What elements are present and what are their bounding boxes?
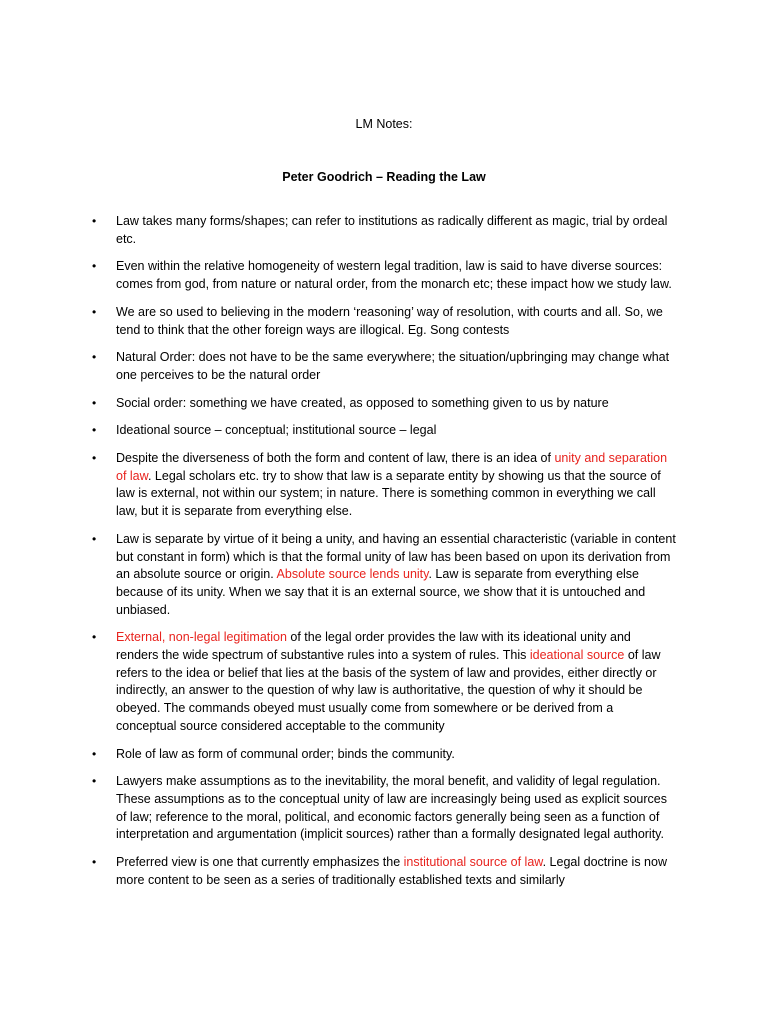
bullet-text: Preferred view is one that currently emphasizes the xyxy=(116,855,404,870)
notes-label: LM Notes: xyxy=(355,117,413,131)
bullet-dot-icon: • xyxy=(92,350,97,365)
bullet-item xyxy=(0,629,768,735)
bullet-text: . Legal scholars etc. try to show that law is a separate entity by showing us that the source of law is external, not within our system; in nature. There is something common in everything we call law, but it is separate from everything else. xyxy=(116,468,661,519)
bullet-item xyxy=(0,746,768,764)
bullet-text: Even within the relative homogeneity of western legal tradition, law is said to have diverse sources: comes from god, from nature or natural order, from the monarch etc; these impact how we study law. xyxy=(116,259,672,292)
bullet-item xyxy=(0,422,768,440)
bullet-item xyxy=(0,854,768,889)
bullet-item xyxy=(0,304,768,339)
bullet-text: Law is separate by virtue of it being a unity, and having an essential characteristic (variable in content but constant in form) which is that the formal unity of law has been based on upon its derivation from an absolute source or origin. xyxy=(116,531,676,582)
bullet-dot-icon: • xyxy=(92,630,97,645)
bullet-dot-icon: • xyxy=(92,423,97,438)
bullet-dot-icon: • xyxy=(92,774,97,789)
bullet-item xyxy=(0,213,768,248)
bullet-item xyxy=(0,773,768,844)
bullet-dot-icon: • xyxy=(92,855,97,870)
highlighted-text: institutional source of law xyxy=(403,855,543,870)
highlighted-text: ideational source xyxy=(529,648,625,663)
bullet-text: Role of law as form of communal order; binds the community. xyxy=(116,746,455,761)
bullet-text: Natural Order: does not have to be the same everywhere; the situation/upbringing may change what one perceives to be the natural order xyxy=(116,350,670,382)
highlighted-text: External, non-legal legitimation xyxy=(116,630,287,645)
bullet-item xyxy=(0,531,768,620)
bullet-item xyxy=(0,450,768,521)
bullet-dot-icon: • xyxy=(92,451,97,466)
bullet-text: We are so used to believing in the modern ‘reasoning’ way of resolution, with courts and all. So, we tend to think that the other foreign ways are illogical. Eg. Song contests xyxy=(116,304,663,337)
bullet-list xyxy=(0,213,768,900)
bullet-text: Ideational source – conceptual; institutional source – legal xyxy=(116,423,437,438)
bullet-text: . Law is separate from everything else because of its unity. When we say that it is an external source, we show that it is untouched and unbiased. xyxy=(116,567,646,617)
bullet-item xyxy=(0,258,768,293)
bullet-text: Social order: something we have created, as opposed to something given to us by nature xyxy=(116,395,609,410)
bullet-item xyxy=(0,349,768,384)
bullet-item xyxy=(0,395,768,413)
highlighted-text: unity and separation of law xyxy=(116,451,668,483)
bullet-text: of the legal order provides the law with its ideational unity and renders the wide spectrum of substantive rules into a system of rules. This xyxy=(116,630,631,663)
bullet-text: of law refers to the idea or belief that lies at the basis of the system of law and provides, either directly or indirectly, an answer to the question of why law is authoritative, the question of why it should be obeyed. The commands obeyed must usually come from somewhere or be derived from a conceptual source considered acceptable to the community xyxy=(116,648,661,733)
bullet-dot-icon: • xyxy=(92,304,97,319)
bullet-text: Despite the diverseness of both the form and content of law, there is an idea of xyxy=(116,451,555,466)
bullet-dot-icon: • xyxy=(92,531,97,546)
document-title: Peter Goodrich – Reading the Law xyxy=(282,170,486,184)
bullet-text: . Legal doctrine is now more content to be seen as a series of traditionally established texts and similarly xyxy=(116,855,667,887)
bullet-dot-icon: • xyxy=(92,395,97,410)
bullet-text: Lawyers make assumptions as to the inevitability, the moral benefit, and validity of legal regulation. These assumptions as to the conceptual unity of law are increasingly being used as explicit sources of law; reference to the moral, political, and economic factors generally being seen as a function of interpretation and argumentation (implicit sources) rather than a formally designated legal authority. xyxy=(116,774,667,842)
highlighted-text: Absolute source lends unity xyxy=(276,567,429,582)
bullet-text: Law takes many forms/shapes; can refer to institutions as radically different as magic, trial by ordeal etc. xyxy=(116,214,668,246)
bullet-dot-icon: • xyxy=(92,214,97,228)
bullet-dot-icon: • xyxy=(92,746,97,761)
bullet-dot-icon: • xyxy=(92,259,97,274)
